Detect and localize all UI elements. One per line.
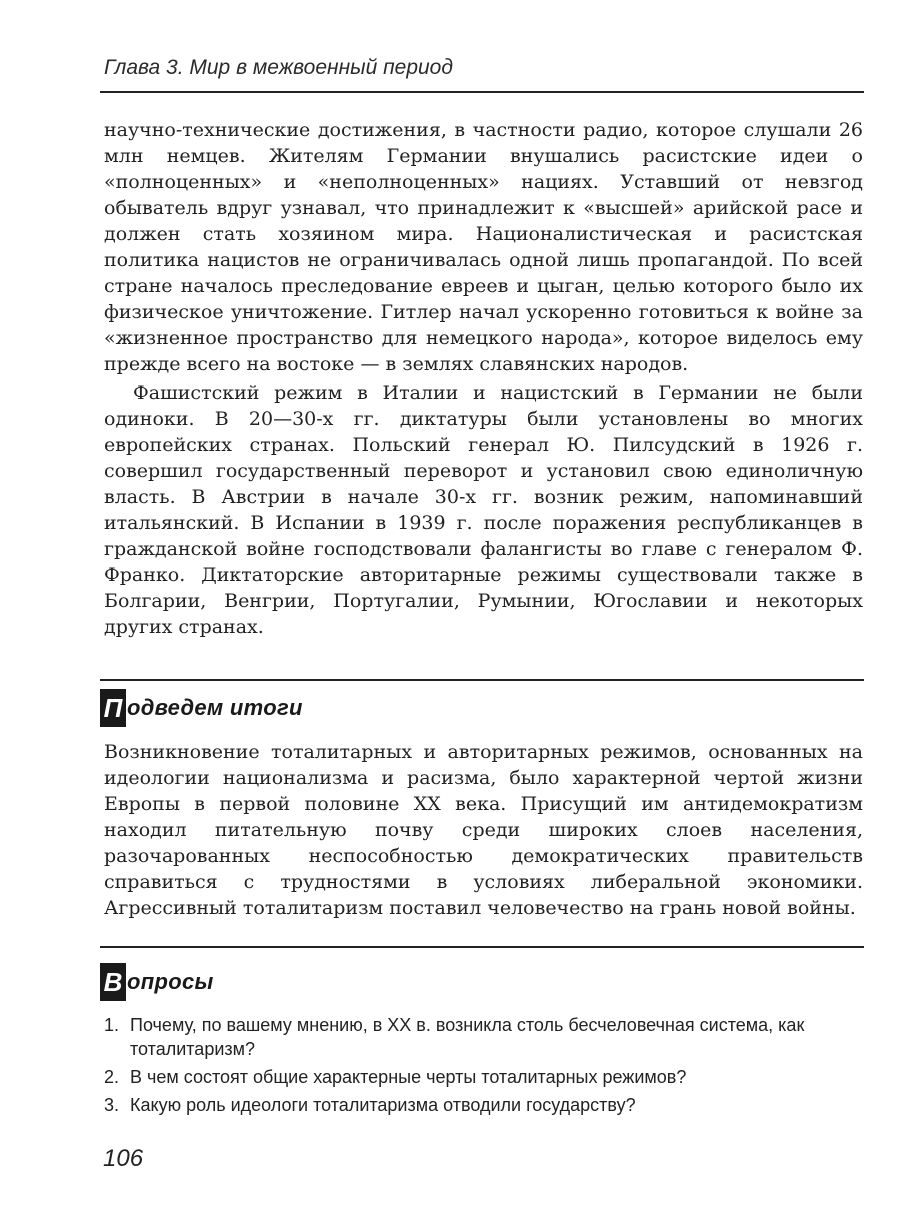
- question-item: [104, 1065, 864, 1089]
- summary-heading-initial: П: [100, 689, 126, 727]
- page-number: 106: [103, 1145, 144, 1172]
- question-text: Какую роль идеологи тоталитаризма отводили государству?: [130, 1095, 636, 1115]
- question-number: 2.: [104, 1067, 120, 1087]
- questions-heading-text: опросы: [127, 969, 214, 994]
- question-number: 3.: [104, 1095, 120, 1115]
- body-paragraph-2: Фашистский режим в Италии и нацистский в Германии не были одиноки. В 20—30-х гг. диктатуры были установлены во многих европейских странах. Польский генерал Ю. Пилсудский в 1926 г. совершил государственный переворот и установил свою единоличную власть. В Австрии в начале 30-х гг. возник режим, напоминавший итальянский. В Испании в 1939 г. после поражения республиканцев в гражданской войне господствовали фалангисты во главе с генералом Ф. Франко. Диктаторские авторитарные режимы существовали также в Болгарии, Венгрии, Португалии, Румынии, Югославии и некоторых других странах.: [104, 382, 863, 638]
- body-paragraph-1: научно-технические достижения, в частности радио, которое слушали 26 млн немцев. Жителям Германии внушались расистские идеи о «полноценных» и «неполноценных» нациях. Уставший от невзгод обыватель вдруг узнавал, что принадлежит к «высшей» арийской расе и должен стать хозяином мира. Националистическая и расистская политика нацистов не ограничивалась одной лишь пропагандой. По всей стране началось преследование евреев и цыган, целью которого было их физическое уничтожение. Гитлер начал ускоренно готовиться к войне за «жизненное пространство для немецкого народа», которое виделось ему прежде всего на востоке — в землях славянских народов.: [104, 119, 863, 375]
- summary-heading: [100, 688, 303, 728]
- question-number: 1.: [104, 1015, 120, 1035]
- questions-heading-initial: В: [100, 963, 126, 1001]
- question-item: [104, 1013, 864, 1061]
- questions-list: [104, 1013, 864, 1121]
- summary-divider: [100, 679, 864, 681]
- questions-divider: [100, 946, 864, 948]
- summary-paragraph: Возникновение тоталитарных и авторитарных режимов, основанных на идеологии национализма и расизма, было характерной чертой жизни Европы в первой половине XX века. Присущий им антидемократизм находил питательную почву среди широких слоев населения, разочарованных неспособностью демократических правительств справиться с трудностями в условиях либеральной экономики. Агрессивный тоталитаризм поставил человечество на грань новой войны.: [104, 741, 863, 919]
- summary-heading-text: одведем итоги: [127, 695, 303, 720]
- questions-heading: [100, 962, 214, 1002]
- chapter-title: Глава 3. Мир в межвоенный период: [104, 56, 453, 79]
- question-text: В чем состоят общие характерные черты тоталитарных режимов?: [130, 1067, 687, 1087]
- header-divider: [100, 91, 864, 93]
- question-item: [104, 1093, 864, 1117]
- question-text: Почему, по вашему мнению, в XX в. возникла столь бесчеловечная система, как тоталитаризм?: [130, 1015, 805, 1059]
